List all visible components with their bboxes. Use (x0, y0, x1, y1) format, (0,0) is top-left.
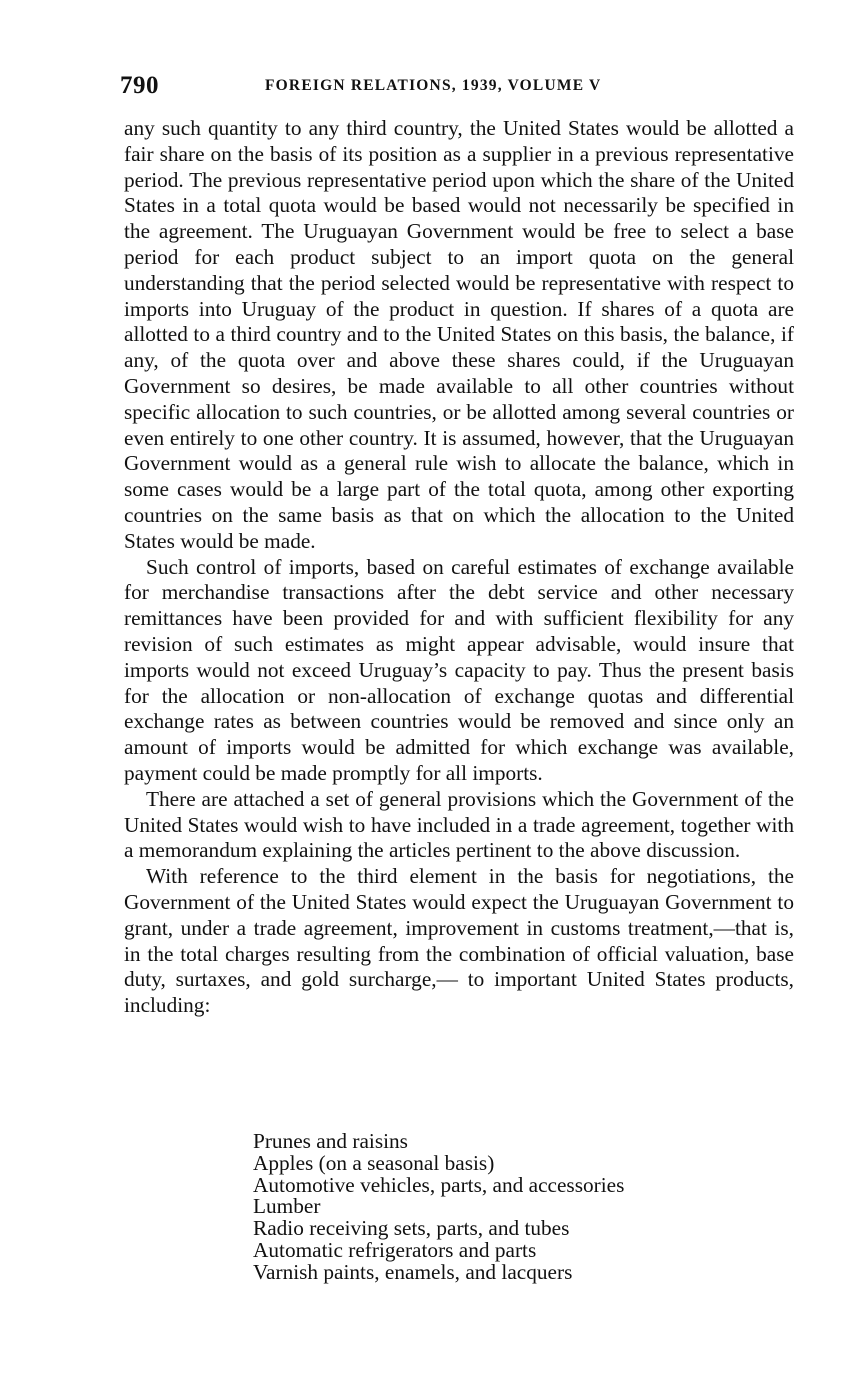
list-item: Prunes and raisins (253, 1129, 408, 1153)
list-item: Radio receiving sets, parts, and tubes (253, 1216, 570, 1241)
paragraph-continued: any such quantity to any third country, the United States would be allotted a fair share on the basis of its position as a supplier in a previous representative period. The previous representative period upon which the share of the United States in a total quota would be based would not necessarily be specified in the agreement. The Uruguayan Government would be free to select a base period for each product subject to an import quota on the general understanding that the period selected would be representative with respect to imports into Uruguay of the product in question. If shares of a quota are allotted to a third country and to the United States on this basis, the balance, if any, of the quota over and above these shares could, if the Uruguayan Government so desires, be made available to all other countries without specific allocation to such countries, or be allotted among several countries or even entirely to one other country. It is assumed, however, that the Uruguayan Government would as a general rule wish to allocate the balance, which in some cases would be a large part of the total quota, among other exporting countries on the same basis as that on which the allocation to the United States would be made. (124, 116, 794, 553)
list-item: Varnish paints, enamels, and lacquers (253, 1259, 573, 1284)
list-item: Automatic refrigerators and parts (253, 1237, 537, 1262)
page-header (120, 72, 800, 102)
list-item: Lumber (253, 1194, 321, 1219)
paragraph-general-provisions: There are attached a set of general provisions which the Government of the United States would wish to have included in a trade agreement, together with a memorandum explaining the articles pertinent to the above discussion. (124, 786, 794, 863)
paragraph-third-element: With reference to the third element in the basis for negotiations, the Government of the United States would expect the Uruguayan Government to grant, under a trade agreement, improvement in customs treatment,—that is, in the total charges resulting from the combination of official valuation, base duty, surtaxes, and gold surcharge,— to important United States products, including: (124, 864, 794, 1018)
page-number: 790 (120, 72, 159, 99)
list-item: Automotive vehicles, parts, and accessories (253, 1172, 625, 1197)
body-text (124, 116, 794, 1019)
running-title: FOREIGN RELATIONS, 1939, VOLUME V (265, 77, 602, 94)
list-item: Apples (on a seasonal basis) (253, 1150, 495, 1175)
product-list (253, 1131, 624, 1284)
paragraph-import-control: Such control of imports, based on careful estimates of exchange available for merchandise transactions after the debt service and other necessary remittances have been provided for and with sufficient flexibility for any revision of such estimates as might appear advisable, would insure that imports would not exceed Uruguay’s capacity to pay. Thus the present basis for the allocation or non-allocation of exchange quotas and differential exchange rates as between countries would be removed and since only an amount of imports would be admitted for which exchange was available, payment could be made promptly for all imports. (124, 554, 794, 785)
